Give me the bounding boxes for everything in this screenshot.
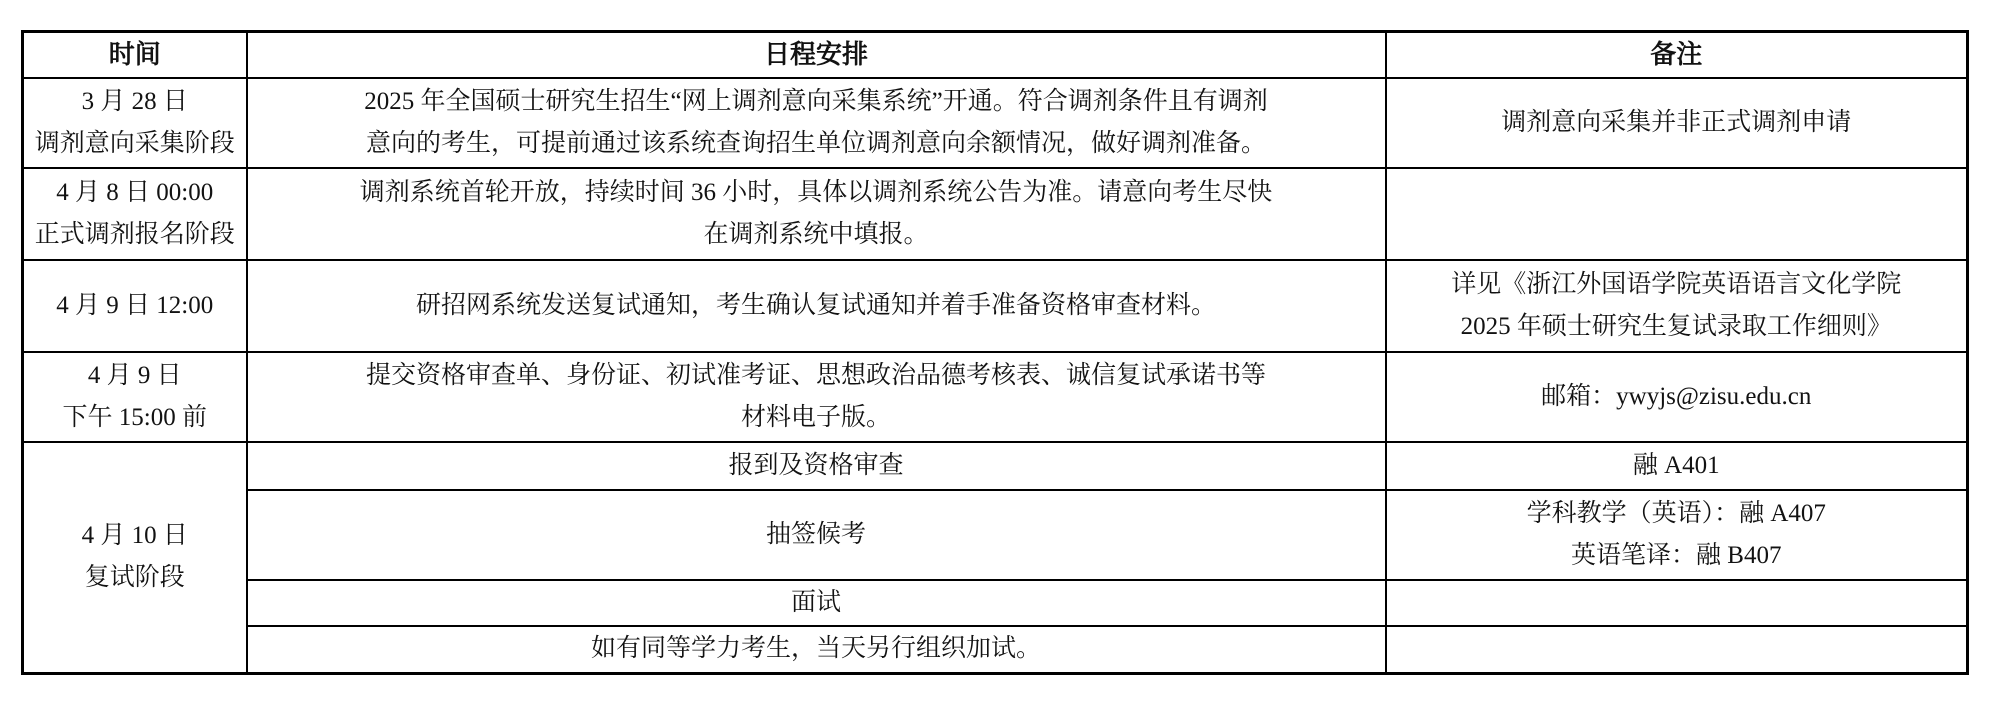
- text-line: 抽签候考: [765, 520, 866, 548]
- text-line: 2025 年全国硕士研究生招生“网上调剂意向采集系统”开通。符合调剂条件且有调剂: [364, 87, 1268, 115]
- text-line: 融 A401: [1632, 451, 1720, 479]
- schedule-cell: [247, 260, 1386, 352]
- time-cell: [23, 442, 247, 674]
- text-line: 在调剂系统中填报。: [703, 220, 929, 248]
- table-row: [23, 78, 1968, 168]
- time-cell: [23, 352, 247, 442]
- table-row: [23, 168, 1968, 260]
- text-line: 学科教学（英语）：融 A407: [1526, 499, 1826, 527]
- text-line: 提交资格审查单、身份证、初试准考证、思想政治品德考核表、诚信复试承诺书等: [365, 361, 1266, 389]
- schedule-cell: [247, 490, 1386, 580]
- text-line: 意向的考生，可提前通过该系统查询招生单位调剂意向余额情况，做好调剂准备。: [365, 129, 1266, 157]
- table-row: [23, 352, 1968, 442]
- text-line: 4 月 8 日 00:00: [56, 178, 214, 206]
- text-line: 正式调剂报名阶段: [34, 220, 235, 248]
- text-line: 面试: [790, 588, 841, 616]
- text-line: 调剂意向采集并非正式调剂申请: [1501, 108, 1852, 136]
- schedule-table: [21, 30, 1969, 675]
- text-line: 3 月 28 日: [81, 87, 188, 115]
- notes-cell: [1386, 352, 1968, 442]
- text-line: 报到及资格审查: [728, 451, 904, 479]
- schedule-cell: [247, 78, 1386, 168]
- notes-cell: [1386, 442, 1968, 490]
- text-line: 复试阶段: [84, 564, 185, 592]
- table-row: [23, 260, 1968, 352]
- time-cell: [23, 168, 247, 260]
- text-line: 英语笔译：融 B407: [1571, 541, 1782, 569]
- col-header-schedule: 日程安排: [247, 32, 1386, 78]
- text-line: 研招网系统发送复试通知，考生确认复试通知并着手准备资格审查材料。: [415, 291, 1216, 319]
- text-line: 材料电子版。: [740, 403, 891, 431]
- col-header-notes: 备注: [1386, 32, 1968, 78]
- notes-cell: [1386, 626, 1968, 674]
- text-line: 如有同等学力考生，当天另行组织加试。: [590, 635, 1041, 663]
- text-line: 4 月 10 日: [81, 522, 188, 550]
- table-row: [23, 442, 1968, 490]
- text-line: 4 月 9 日 12:00: [56, 291, 214, 319]
- text-line: 下午 15:00 前: [62, 403, 207, 431]
- table-row: [23, 626, 1968, 674]
- schedule-cell: [247, 626, 1386, 674]
- text-line: 邮箱：ywyjs@zisu.edu.cn: [1541, 382, 1812, 410]
- text-line: 4 月 9 日: [87, 361, 182, 389]
- text-line: 详见《浙江外国语学院英语语言文化学院: [1451, 270, 1902, 298]
- notes-cell: [1386, 78, 1968, 168]
- header-row: [23, 32, 1968, 78]
- text-line: 2025 年硕士研究生复试录取工作细则》: [1460, 312, 1892, 340]
- text-line: 调剂意向采集阶段: [34, 129, 235, 157]
- table-row: [23, 490, 1968, 580]
- notes-cell: [1386, 490, 1968, 580]
- schedule-cell: [247, 580, 1386, 626]
- col-header-time: 时间: [23, 32, 247, 78]
- table-row: [23, 580, 1968, 626]
- schedule-cell: [247, 442, 1386, 490]
- schedule-cell: [247, 352, 1386, 442]
- notes-cell: [1386, 168, 1968, 260]
- time-cell: [23, 260, 247, 352]
- notes-cell: [1386, 260, 1968, 352]
- schedule-cell: [247, 168, 1386, 260]
- notes-cell: [1386, 580, 1968, 626]
- time-cell: [23, 78, 247, 168]
- text-line: 调剂系统首轮开放，持续时间 36 小时，具体以调剂系统公告为准。请意向考生尽快: [359, 178, 1273, 206]
